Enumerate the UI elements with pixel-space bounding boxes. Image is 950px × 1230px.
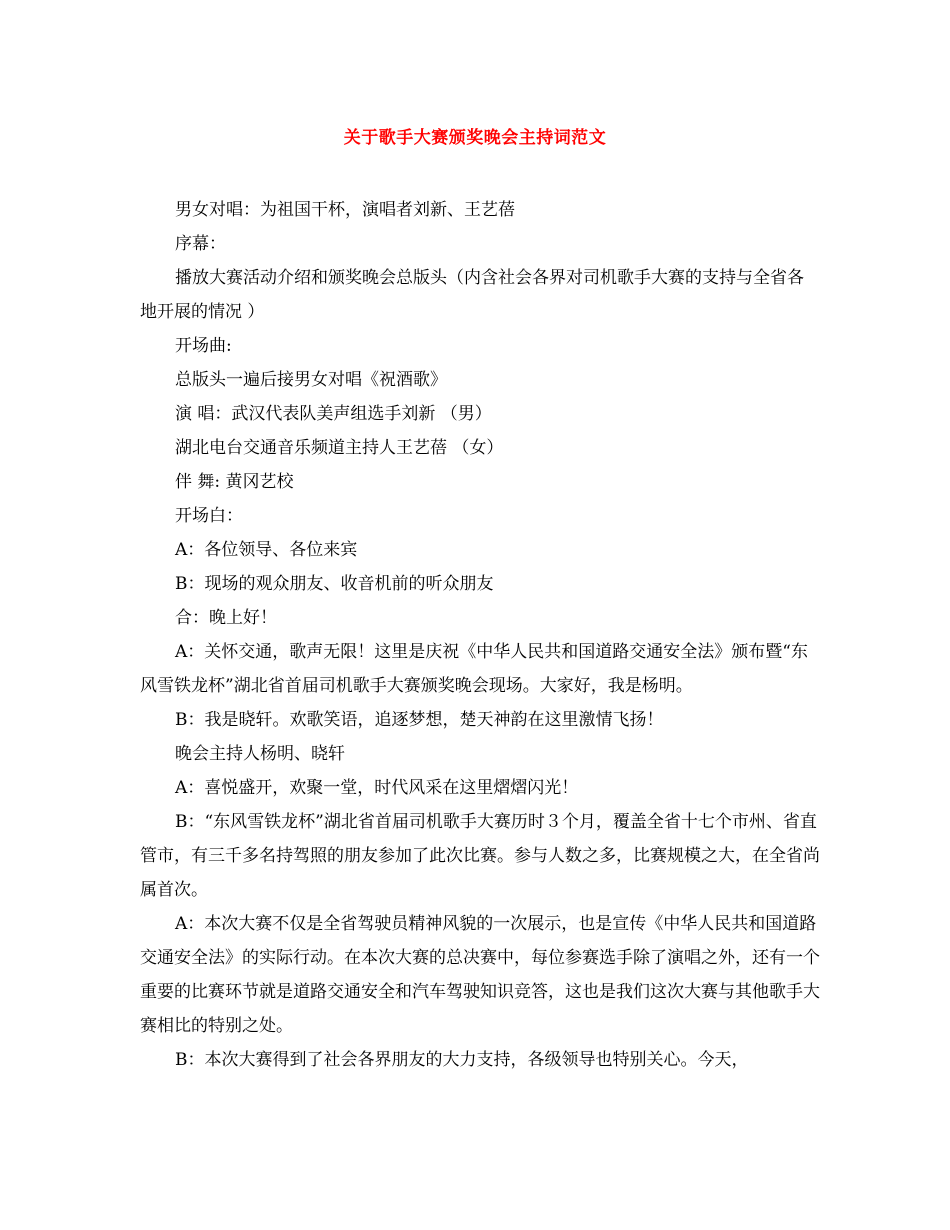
paragraph: 伴 舞: 黄冈艺校	[175, 472, 294, 492]
paragraph: 开场白：	[175, 506, 243, 526]
paragraph: A：喜悦盛开，欢聚一堂，时代风采在这里熠熠闪光！	[175, 778, 579, 798]
paragraph: 总版头一遍后接男女对唱《祝酒歌》	[175, 370, 447, 390]
paragraph: 序幕：	[175, 234, 226, 254]
document-body	[140, 193, 820, 1077]
paragraph: B：本次大赛得到了社会各界朋友的大力支持，各级领导也特别关心。今天，	[175, 1050, 749, 1070]
paragraph: A：本次大赛不仅是全省驾驶员精神风貌的一次展示，也是宣传《中华人民共和国道路交通安全法》的实际行动。在本次大赛的总决赛中，每位参赛选手除了演唱之外，还有一个重要的比赛环节就是道路交通安全和汽车驾驶知识竞答，这也是我们这次大赛与其他歌手大赛相比的特别之处。	[140, 914, 820, 1036]
paragraph: 晚会主持人杨明、晓轩	[175, 744, 345, 764]
paragraph: B：我是晓轩。欢歌笑语，追逐梦想，楚天神韵在这里激情飞扬！	[175, 710, 664, 730]
paragraph: 播放大赛活动介绍和颁奖晚会总版头（内含社会各界对司机歌手大赛的支持与全省各地开展的情况 ）	[140, 268, 804, 322]
paragraph: B：“东风雪铁龙杯”湖北省首届司机歌手大赛历时３个月，覆盖全省十七个市州、省直管市，有三千多名持驾照的朋友参加了此次比赛。参与人数之多，比赛规模之大，在全省尚属首次。	[140, 812, 820, 900]
paragraph: A：关怀交通，歌声无限！这里是庆祝《中华人民共和国道路交通安全法》颁布暨“东风雪铁龙杯”湖北省首届司机歌手大赛颁奖晚会现场。大家好，我是杨明。	[140, 642, 808, 696]
paragraph: 男女对唱：为祖国干杯，演唱者刘新、王艺蓓	[175, 200, 515, 220]
paragraph: B：现场的观众朋友、收音机前的听众朋友	[175, 574, 494, 594]
document-title: 关于歌手大赛颁奖晚会主持词范文	[343, 128, 607, 148]
paragraph: 湖北电台交通音乐频道主持人王艺蓓 （女）	[175, 438, 504, 458]
paragraph: A：各位领导、各位来宾	[175, 540, 358, 560]
paragraph: 演 唱：武汉代表队美声组选手刘新 （男）	[175, 404, 492, 424]
paragraph: 开场曲:	[175, 336, 232, 356]
paragraph: 合：晚上好！	[175, 608, 277, 628]
